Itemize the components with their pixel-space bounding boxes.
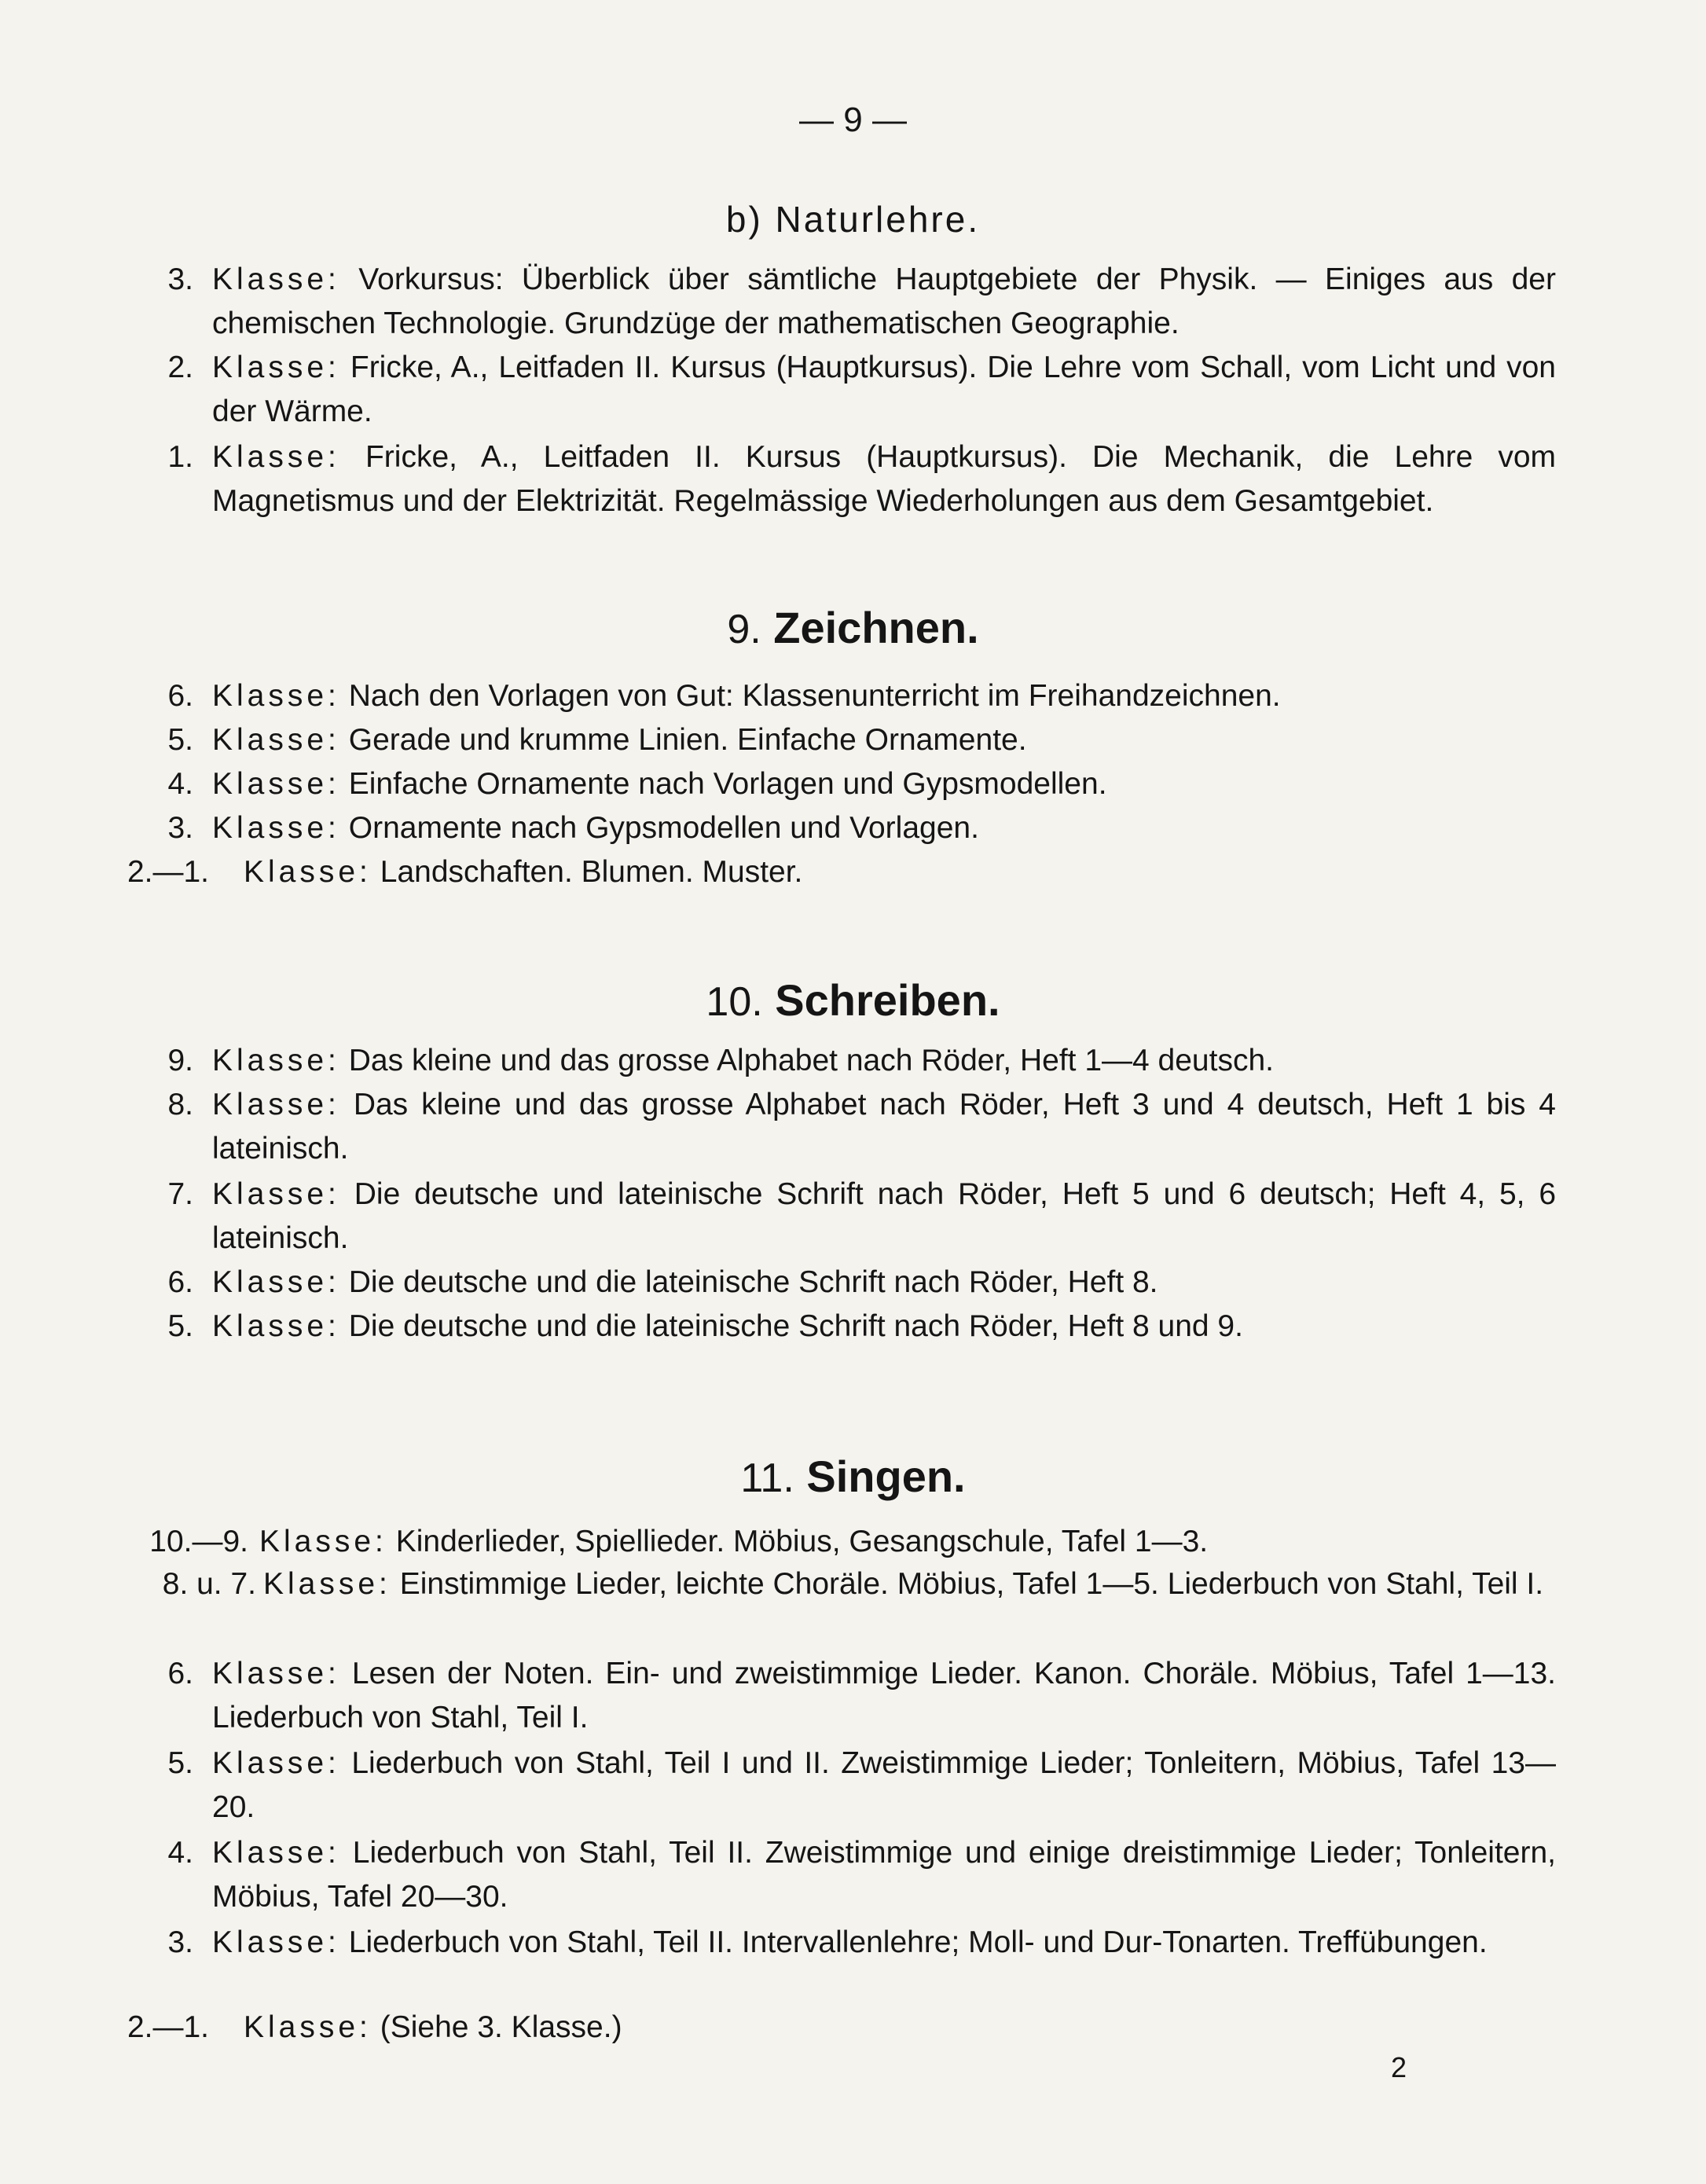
entry-label: 3. [167, 1925, 193, 1959]
entry-label: 9. [167, 1044, 193, 1077]
entry-text: Landschaften. Blumen. Muster. [380, 855, 803, 889]
klasse-label: Klasse: [212, 1309, 340, 1343]
entry-label: 8. u. 7. [162, 1567, 256, 1601]
klasse-label: Klasse: [244, 2010, 372, 2044]
entry-text: Lesen der Noten. Ein- und zweistimmige Lieder. Kanon. Choräle. Möbius, Tafel 1—13. Liederbuch von Stahl, Teil I. [212, 1657, 1557, 1734]
klasse-label: Klasse: [212, 351, 340, 384]
klasse-label: Klasse: [212, 811, 340, 845]
section-number: 9. [727, 607, 761, 652]
entry-label: 1. [167, 440, 193, 474]
section-number: 11. [740, 1455, 794, 1501]
klasse-label: Klasse: [212, 1088, 340, 1121]
entry-label: 5. [167, 1746, 193, 1780]
klasse-label: Klasse: [244, 855, 372, 889]
entry-label: 6. [167, 1265, 193, 1299]
entry-text: Fricke, A., Leitfaden II. Kursus (Hauptkursus). Die Mechanik, die Lehre vom Magnetismus und der Elektrizität. Regelmässige Wiederholungen aus dem Gesamtgebiet. [212, 440, 1557, 518]
section-title: Singen. [806, 1452, 966, 1501]
entry-label: 2. [167, 351, 193, 384]
entry-label: 7. [167, 1177, 193, 1211]
klasse-label: Klasse: [212, 767, 340, 801]
entry-text: Einstimmige Lieder, leichte Choräle. Möbius, Tafel 1—5. Liederbuch von Stahl, Teil I. [399, 1567, 1544, 1601]
entry-text: Liederbuch von Stahl, Teil II. Intervallenlehre; Moll- und Dur-Tonarten. Treffübungen. [348, 1925, 1488, 1959]
section-number: 10. [706, 979, 763, 1025]
klasse-label: Klasse: [259, 1525, 387, 1558]
section-title: Zeichnen. [773, 603, 979, 652]
entry-label: 3. [167, 811, 193, 845]
section-heading-naturlehre: b) Naturlehre. [725, 199, 981, 240]
entry-text: Ornamente nach Gypsmodellen und Vorlagen. [348, 811, 979, 845]
footer-signature-mark: 2 [1391, 2051, 1407, 2083]
entry-label: 6. [167, 1657, 193, 1690]
klasse-label: Klasse: [212, 1836, 340, 1870]
entry-text: Liederbuch von Stahl, Teil I und II. Zweistimmige Lieder; Tonleitern, Möbius, Tafel 13—20. [212, 1746, 1556, 1824]
entry-label: 5. [167, 1309, 193, 1343]
klasse-label: Klasse: [212, 1177, 340, 1211]
klasse-label: Klasse: [212, 1657, 340, 1690]
entry-text: Die deutsche und die lateinische Schrift nach Röder, Heft 8 und 9. [348, 1309, 1243, 1343]
entry-text: Die deutsche und die lateinische Schrift nach Röder, Heft 8. [348, 1265, 1158, 1299]
entry-text: Gerade und krumme Linien. Einfache Ornamente. [348, 723, 1027, 757]
klasse-label: Klasse: [212, 1044, 340, 1077]
entry-text: Liederbuch von Stahl, Teil II. Zweistimmige und einige dreistimmige Lieder; Tonleitern, Möbius, Tafel 20—30. [212, 1836, 1556, 1914]
klasse-label: Klasse: [263, 1567, 391, 1601]
entry-label: 2.—1. [127, 2010, 209, 2044]
entry-text: (Siehe 3. Klasse.) [380, 2010, 622, 2044]
entry-text: Die deutsche und lateinische Schrift nach Röder, Heft 5 und 6 deutsch; Heft 4, 5, 6 lateinisch. [212, 1177, 1557, 1255]
entry-text: Kinderlieder, Spiellieder. Möbius, Gesangschule, Tafel 1—3. [395, 1525, 1209, 1558]
section-heading-zeichnen [0, 602, 1706, 653]
entry-text: Das kleine und das grosse Alphabet nach Röder, Heft 1—4 deutsch. [348, 1044, 1274, 1077]
entry-label: 3. [167, 262, 193, 296]
entry-label: 10.—9. [149, 1525, 248, 1558]
section-title: Schreiben. [775, 975, 1000, 1025]
page-number: — 9 — [799, 101, 907, 139]
section-heading-singen [0, 1451, 1706, 1502]
klasse-label: Klasse: [212, 262, 340, 296]
entry-label: 2.—1. [127, 855, 209, 889]
entry-text: Fricke, A., Leitfaden II. Kursus (Hauptkursus). Die Lehre vom Schall, vom Licht und von der Wärme. [212, 351, 1556, 428]
section-heading-schreiben [0, 975, 1706, 1026]
klasse-label: Klasse: [212, 679, 340, 713]
klasse-label: Klasse: [212, 1925, 340, 1959]
entry-label: 5. [167, 723, 193, 757]
entry-label: 8. [167, 1088, 193, 1121]
klasse-label: Klasse: [212, 723, 340, 757]
klasse-label: Klasse: [212, 1746, 340, 1780]
entry-label: 4. [167, 1836, 193, 1870]
entry-text: Nach den Vorlagen von Gut: Klassenunterricht im Freihandzeichnen. [348, 679, 1281, 713]
entry-label: 6. [167, 679, 193, 713]
klasse-label: Klasse: [212, 440, 340, 474]
entry-text: Das kleine und das grosse Alphabet nach Röder, Heft 3 und 4 deutsch, Heft 1 bis 4 lateinisch. [212, 1088, 1556, 1165]
klasse-label: Klasse: [212, 1265, 340, 1299]
entry-label: 4. [167, 767, 193, 801]
entry-text: Einfache Ornamente nach Vorlagen und Gypsmodellen. [348, 767, 1107, 801]
entry-text: Vorkursus: Überblick über sämtliche Hauptgebiete der Physik. — Einiges aus der chemischen Technologie. Grundzüge der mathematischen Geographie. [212, 262, 1556, 340]
